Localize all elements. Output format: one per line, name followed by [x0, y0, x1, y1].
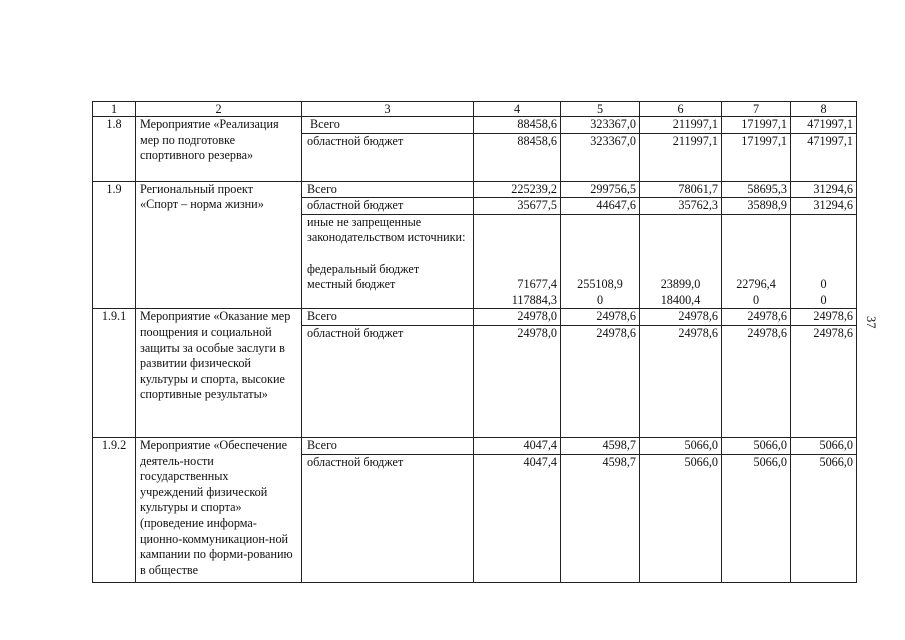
value-cell: 471997,1	[791, 133, 857, 181]
value-cell: 5066,0	[722, 454, 791, 582]
value-cell: 31294,6	[791, 181, 857, 198]
value-cell: 4047,4	[474, 437, 561, 454]
measure-name: Мероприятие «Оказание мер поощрения и социальной защиты за особые заслуги в развитии физической культуры и спорта, высокие спортивные результаты»	[136, 309, 302, 438]
header-cell: 1	[93, 102, 136, 117]
table-row	[93, 117, 857, 134]
value-cell: 24978,6	[640, 325, 722, 437]
value-cell: 35898,9	[722, 198, 791, 215]
measure-name: Региональный проект «Спорт – норма жизни»	[136, 181, 302, 309]
value-cell: 225239,2	[474, 181, 561, 198]
value-cell: 4047,4	[474, 454, 561, 582]
value-cell: 58695,3	[722, 181, 791, 198]
value-cell: 24978,6	[791, 325, 857, 437]
value-cell: 5066,0	[791, 454, 857, 582]
value-cell: 323367,0	[561, 133, 640, 181]
header-cell: 8	[791, 102, 857, 117]
value-cell: 299756,5	[561, 181, 640, 198]
value-cell: 0 0	[791, 214, 857, 309]
value-cell: 24978,6	[561, 309, 640, 326]
table-row	[93, 181, 857, 198]
funding-source: иные не запрещенные законодательством источники: федеральный бюджет местный бюджет	[302, 214, 474, 309]
value-cell: 24978,6	[722, 309, 791, 326]
value-cell: 471997,1	[791, 117, 857, 134]
value-cell: 5066,0	[722, 437, 791, 454]
funding-source: областной бюджет	[302, 133, 474, 181]
row-number: 1.8	[93, 117, 136, 182]
value-cell: 23899,0 18400,4	[640, 214, 722, 309]
value-cell: 35677,5	[474, 198, 561, 215]
funding-source: областной бюджет	[302, 325, 474, 437]
header-cell: 7	[722, 102, 791, 117]
funding-source: Всего	[302, 309, 474, 326]
funding-source: Всего	[302, 117, 474, 134]
header-cell: 3	[302, 102, 474, 117]
value-cell: 5066,0	[640, 437, 722, 454]
value-cell: 24978,6	[722, 325, 791, 437]
funding-source: Всего	[302, 181, 474, 198]
funding-source: областной бюджет	[302, 198, 474, 215]
header-row	[93, 102, 857, 117]
value-cell: 24978,6	[640, 309, 722, 326]
table-row	[93, 437, 857, 454]
value-cell: 31294,6	[791, 198, 857, 215]
page-number: 37	[864, 316, 878, 329]
value-cell: 35762,3	[640, 198, 722, 215]
header-cell: 6	[640, 102, 722, 117]
value-cell: 5066,0	[640, 454, 722, 582]
budget-table	[92, 101, 857, 583]
value-cell: 211997,1	[640, 117, 722, 134]
value-cell: 171997,1	[722, 133, 791, 181]
measure-name: Мероприятие «Обеспечение деятель-ности государственных учреждений физической культуры и спорта» (проведение информа-ционно-коммуникацион-ной кампании по форми-рованию в обществе	[136, 437, 302, 582]
value-cell: 24978,0	[474, 309, 561, 326]
value-cell: 4598,7	[561, 437, 640, 454]
value-cell: 71677,4 117884,3	[474, 214, 561, 309]
value-cell: 5066,0	[791, 437, 857, 454]
value-cell: 255108,9 0	[561, 214, 640, 309]
row-number: 1.9.1	[93, 309, 136, 438]
value-cell: 24978,6	[561, 325, 640, 437]
value-cell: 24978,6	[791, 309, 857, 326]
value-cell: 44647,6	[561, 198, 640, 215]
value-cell: 24978,0	[474, 325, 561, 437]
measure-name: Мероприятие «Реализация мер по подготовке спортивного резерва»	[136, 117, 302, 182]
value-cell: 211997,1	[640, 133, 722, 181]
row-number: 1.9	[93, 181, 136, 309]
header-cell: 2	[136, 102, 302, 117]
value-cell: 88458,6	[474, 117, 561, 134]
header-cell: 5	[561, 102, 640, 117]
table-row	[93, 309, 857, 326]
value-cell: 323367,0	[561, 117, 640, 134]
value-cell: 171997,1	[722, 117, 791, 134]
value-cell: 78061,7	[640, 181, 722, 198]
funding-source: областной бюджет	[302, 454, 474, 582]
value-cell: 88458,6	[474, 133, 561, 181]
header-cell: 4	[474, 102, 561, 117]
funding-source: Всего	[302, 437, 474, 454]
value-cell: 22796,4 0	[722, 214, 791, 309]
row-number: 1.9.2	[93, 437, 136, 582]
value-cell: 4598,7	[561, 454, 640, 582]
